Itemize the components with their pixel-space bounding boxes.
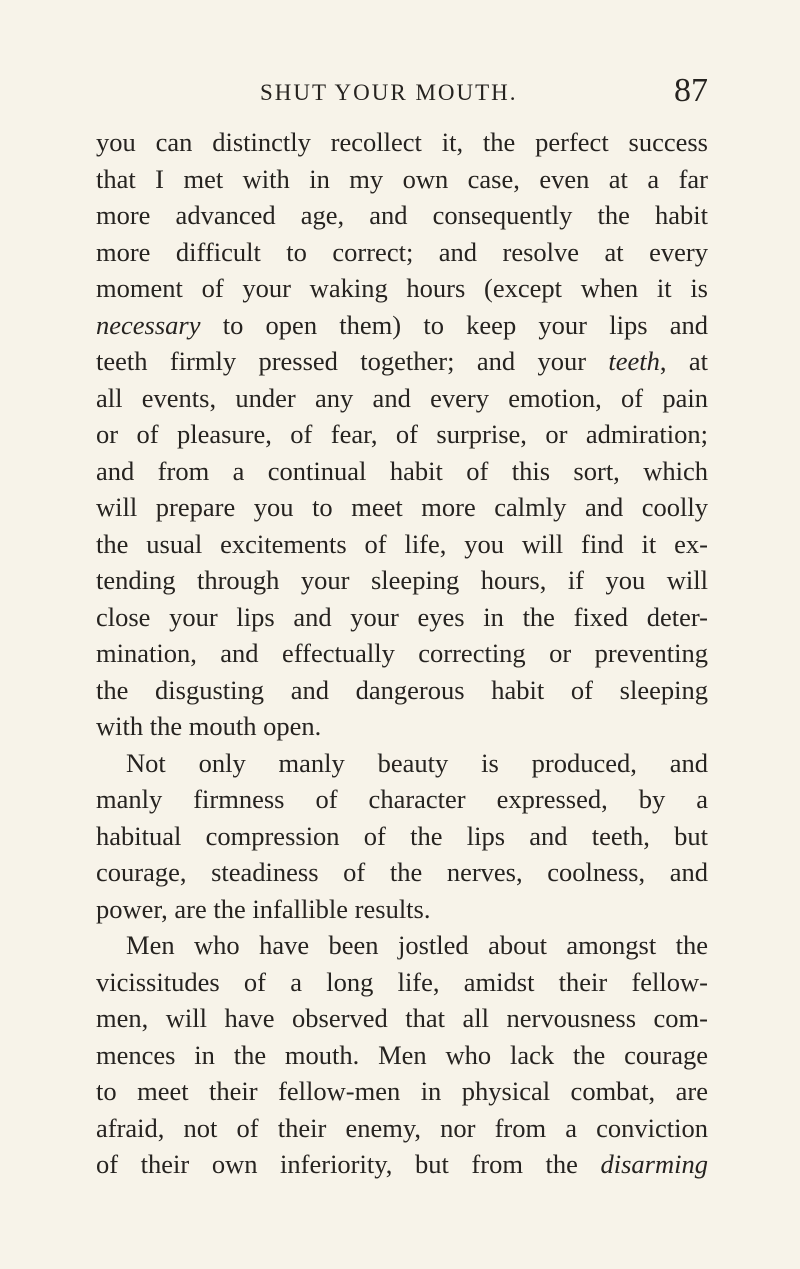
text-line: men, will have observed that all nervousness com- xyxy=(96,1003,708,1033)
text-line: you can distinctly recollect it, the perfect success xyxy=(96,127,708,157)
text-line: close your lips and your eyes in the fixed deter- xyxy=(96,601,708,632)
text-line: tending through your sleeping hours, if you will xyxy=(96,565,708,595)
text-span: of their own inferiority, but from the xyxy=(96,1149,601,1179)
text-line xyxy=(96,307,708,344)
text-span: to open them) to keep your lips and xyxy=(200,309,708,340)
text-line: power, are the infallible results. xyxy=(96,893,431,924)
text-line: the usual excitements of life, you will find it ex- xyxy=(96,528,708,559)
text-line: the disgusting and dangerous habit of sleeping xyxy=(96,674,708,705)
page-header xyxy=(96,72,708,108)
text-line: and from a continual habit of this sort, which xyxy=(96,455,708,486)
text-span: , at xyxy=(659,346,708,376)
paragraph-start: Men who have been jostled about amongst the xyxy=(126,930,708,960)
body-text xyxy=(96,124,708,1183)
page-number: 87 xyxy=(674,72,708,109)
text-line: more difficult to correct; and resolve at every xyxy=(96,236,708,267)
italic-text: teeth xyxy=(608,346,660,376)
text-line: mences in the mouth. Men who lack the courage xyxy=(96,1039,708,1070)
text-line: vicissitudes of a long life, amidst their fellow- xyxy=(96,966,708,997)
text-line: habitual compression of the lips and teeth, but xyxy=(96,820,708,851)
text-line: that I met with in my own case, even at a far xyxy=(96,163,708,194)
text-line: or of pleasure, of fear, of surprise, or admiration; xyxy=(96,419,708,449)
italic-text: disarming xyxy=(600,1149,708,1179)
running-title: SHUT YOUR MOUTH. xyxy=(260,80,518,105)
text-line: more advanced age, and consequently the habit xyxy=(96,200,708,230)
text-line: manly firmness of character expressed, by a xyxy=(96,784,708,814)
italic-text: necessary xyxy=(96,309,201,340)
text-line: afraid, not of their enemy, nor from a conviction xyxy=(96,1112,708,1143)
text-line: with the mouth open. xyxy=(96,711,322,741)
text-line: all events, under any and every emotion, of pain xyxy=(96,382,708,413)
paragraph-start: Not only manly beauty is produced, and xyxy=(126,747,708,778)
text-line: to meet their fellow-men in physical combat, are xyxy=(96,1076,708,1106)
text-line: mination, and effectually correcting or preventing xyxy=(96,638,708,668)
text-line xyxy=(96,343,708,380)
text-line: will prepare you to meet more calmly and coolly xyxy=(96,492,708,522)
text-line: moment of your waking hours (except when it is xyxy=(96,273,708,303)
text-line: courage, steadiness of the nerves, coolness, and xyxy=(96,857,708,887)
text-span: teeth firmly pressed together; and your xyxy=(96,346,609,376)
text-line xyxy=(96,1146,708,1183)
